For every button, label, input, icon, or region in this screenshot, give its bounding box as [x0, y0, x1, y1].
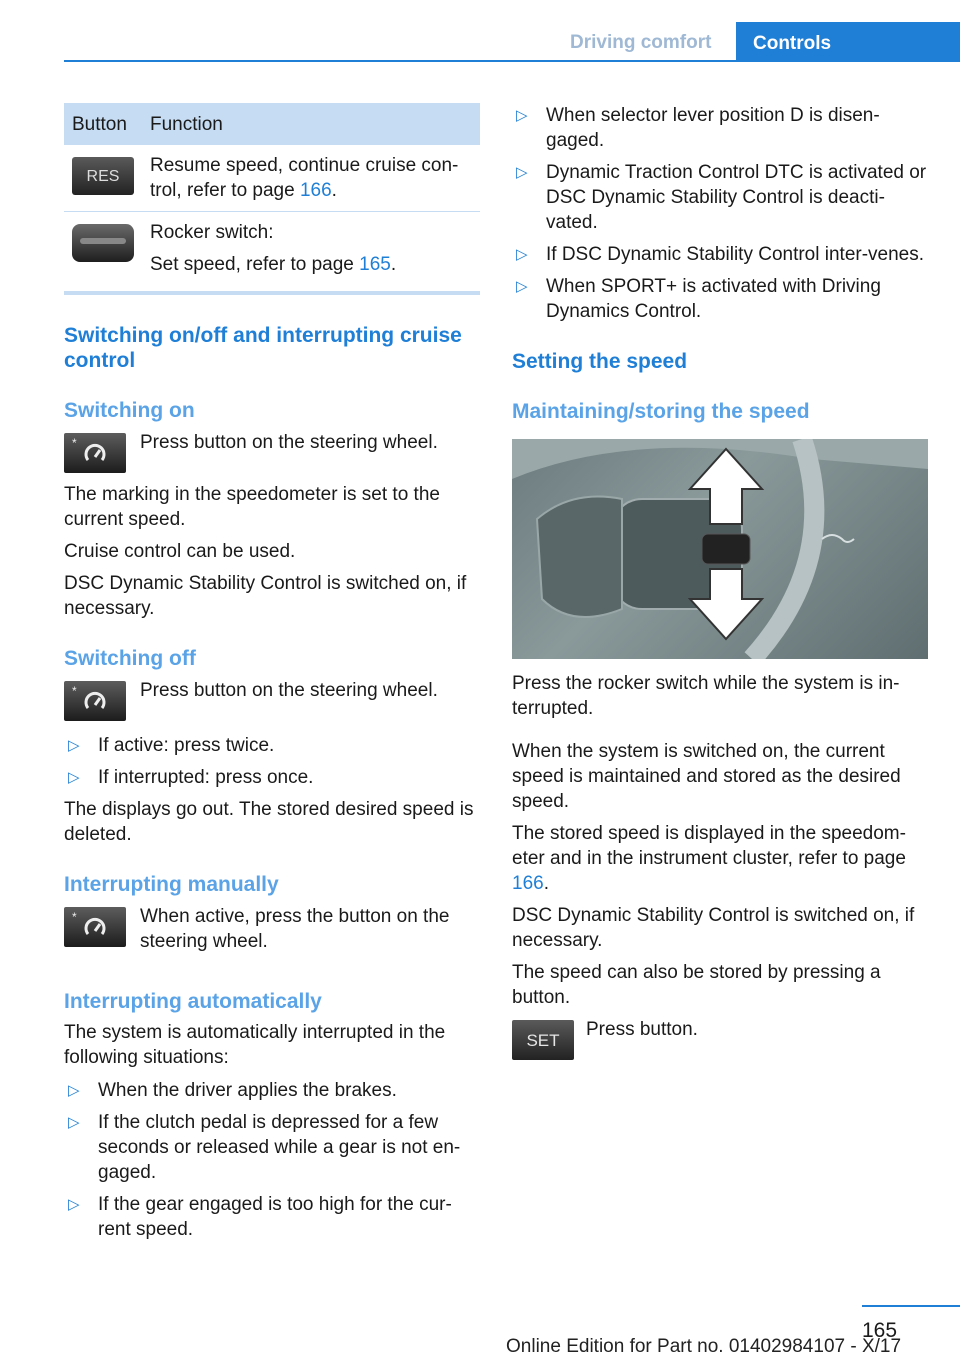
- table-row: [64, 212, 480, 294]
- bullet-list: [64, 1078, 480, 1242]
- res-button-icon: RES: [72, 157, 134, 195]
- page-link[interactable]: 166: [512, 873, 544, 894]
- cruise-control-icon: [64, 681, 126, 721]
- cruise-control-icon: [64, 433, 126, 473]
- bullet-list: [512, 103, 928, 324]
- table-header-function: Function: [142, 103, 480, 145]
- section-title: Driving comfort: [570, 32, 712, 53]
- subheading-interrupting-manually: Interrupting manually: [64, 873, 279, 896]
- subheading-interrupting-automatically: Interrupting automatically: [64, 990, 322, 1013]
- list-item: ▷ If interrupted: press once.: [64, 765, 480, 790]
- list-item: ▷ If the gear engaged is too high for the cur-rent speed.: [64, 1192, 480, 1242]
- svg-text:*: *: [72, 910, 77, 924]
- list-item: ▷ When selector lever position D is disen-gaged.: [512, 103, 928, 153]
- chapter-title: Controls: [753, 33, 832, 54]
- edition-footer: Online Edition for Part no. 01402984107 - X/17: [506, 1336, 902, 1357]
- rocker-switch-icon: [72, 224, 134, 262]
- list-item: ▷ Dynamic Traction Control DTC is activated or DSC Dynamic Stability Control is deacti-vated.: [512, 160, 928, 235]
- bullet-list: [64, 733, 480, 790]
- list-item: ▷ When the driver applies the brakes.: [64, 1078, 480, 1103]
- table-row: [64, 145, 480, 212]
- list-item: ▷ If active: press twice.: [64, 733, 480, 758]
- section-heading: Switching on/off and interrupting cruise control: [64, 324, 462, 372]
- header-rule: [64, 60, 960, 62]
- left-column: Button Function RES Resume speed, continue cruise con-trol, refer to page 166. Rocker switch: Set speed, refer to page 165. Switching on/off and interrupting cruise control Switching on * Press button on the steering wheel. The marking in the speedometer is set to the current speed. Cruise control can be used. DSC Dynamic Stability Control is switched on, if necessary. Switching off * Press button on the steering wheel. ▷ If active: press twice. ▷ If interrupted: press once. The displays go out. The stored desired speed is deleted. Interrupting manually * When active, press the button on the steering wheel. Interrupting automatically The system is automatically interrupted in the following situations: ▷ When the driver applies the brakes. ▷ If the clutch pedal is depressed for a few seconds or released while a gear is not en-gaged. ▷ If the gear engaged is too high for the cur-rent speed.: [64, 103, 480, 1242]
- list-item: ▷ If DSC Dynamic Stability Control inter-venes.: [512, 242, 928, 267]
- right-column: ▷ When selector lever position D is disen-gaged. ▷ Dynamic Traction Control DTC is activated or DSC Dynamic Stability Control is deacti-vated. ▷ If DSC Dynamic Stability Control inter-venes. ▷ When SPORT+ is activated with Driving Dynamics Control. Setting the speed Maintaining/storing the speed Press the rocker switch while the system is in-terrupted. When the system is switched on, the current speed is maintained and stored as the desired speed. The stored speed is displayed in the speedom-eter and in the instrument cluster, refer to page 166. DSC Dynamic Stability Control is switched on, if necessary. The speed can also be stored by pressing a button. SET Press button.: [512, 103, 928, 1060]
- page-link[interactable]: 166: [299, 180, 332, 201]
- subheading-switching-off: Switching off: [64, 647, 196, 670]
- table-cell-function: Resume speed, continue cruise con-trol, refer to page 166.: [142, 145, 480, 212]
- icon-instruction: * When active, press the button on the steering wheel.: [64, 904, 480, 954]
- page-link[interactable]: 165: [359, 254, 391, 275]
- list-item: ▷ If the clutch pedal is depressed for a few seconds or released while a gear is not en-gaged.: [64, 1110, 480, 1185]
- table-header-button: Button: [64, 103, 142, 145]
- chapter-tab: [736, 22, 960, 62]
- steering-wheel-photo: [512, 439, 928, 659]
- section-heading: Setting the speed: [512, 350, 688, 373]
- subheading-switching-on: Switching on: [64, 399, 195, 422]
- subheading-maintaining: Maintaining/storing the speed: [512, 400, 810, 423]
- cruise-control-icon: [64, 907, 126, 947]
- set-button-icon: SET: [512, 1020, 574, 1060]
- icon-instruction: * Press button on the steering wheel.: [64, 678, 480, 721]
- svg-text:*: *: [72, 684, 77, 698]
- svg-text:*: *: [72, 436, 77, 450]
- page-header: [0, 0, 960, 62]
- icon-instruction: SET Press button.: [512, 1017, 928, 1060]
- list-item: ▷ When SPORT+ is activated with Driving Dynamics Control.: [512, 274, 928, 324]
- icon-instruction: * Press button on the steering wheel.: [64, 430, 480, 473]
- table-header-row: [64, 103, 480, 145]
- table-cell-function: Rocker switch: Set speed, refer to page 165.: [142, 212, 480, 294]
- button-function-table: [64, 103, 480, 295]
- page-number: 165: [862, 1319, 898, 1342]
- page-number-rule: [862, 1305, 960, 1307]
